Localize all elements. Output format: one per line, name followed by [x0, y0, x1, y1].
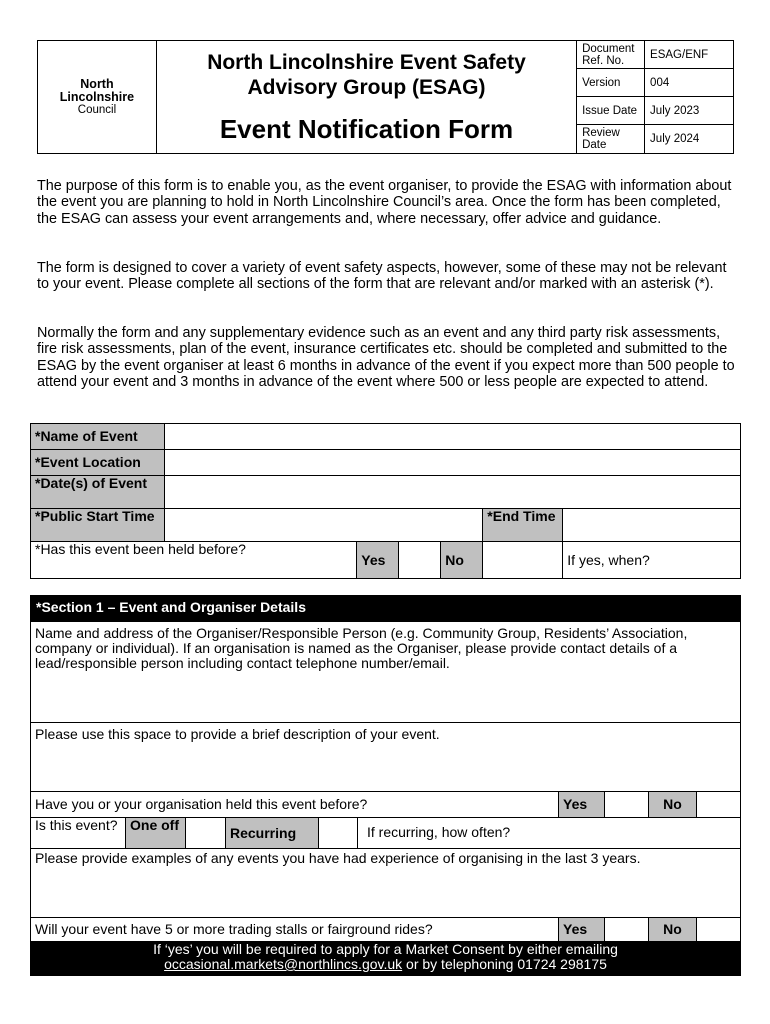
start-time-label: *Public Start Time: [31, 509, 165, 542]
held-before-when-label: If yes, when?: [567, 551, 650, 568]
one-off-box[interactable]: [186, 818, 226, 849]
meta-label: Review Date: [577, 125, 645, 154]
organisation-held-before-label: Have you or your organisation held this event before?: [31, 792, 559, 818]
held-before-when-field[interactable]: [563, 542, 741, 579]
trading-stalls-yes-label: Yes: [559, 918, 605, 942]
trading-stalls-label: Will your event have 5 or more trading stalls or fairground rides?: [31, 918, 559, 942]
event-location-field[interactable]: [165, 450, 741, 476]
meta-label: Version: [577, 69, 645, 97]
experience-field[interactable]: [31, 849, 741, 918]
meta-label: Issue Date: [577, 97, 645, 125]
end-time-field[interactable]: [563, 509, 741, 542]
organiser-details-prompt: Name and address of the Organiser/Responsible Person (e.g. Community Group, Residents’ Association, company or individual). If an organisation is named as the Organiser, please provide contact details of a lead/responsible person including contact telephone number/email.: [35, 625, 688, 671]
event-location-label: *Event Location: [31, 450, 165, 476]
organisation-held-yes-box[interactable]: [605, 792, 649, 818]
event-description-field[interactable]: [31, 723, 741, 792]
market-consent-note: [31, 942, 741, 976]
logo-line1: North: [80, 77, 114, 91]
header-title-line1: North Lincolnshire Event Safety: [207, 51, 526, 74]
market-consent-email-link[interactable]: occasional.markets@northlincs.gov.uk: [164, 956, 403, 972]
event-name-field[interactable]: [165, 424, 741, 450]
recurring-label: Recurring: [226, 818, 319, 849]
one-off-label: One off: [126, 818, 186, 849]
market-consent-note-line2: [35, 957, 736, 972]
event-name-label: *Name of Event: [31, 424, 165, 450]
market-consent-phone: or by telephoning 01724 298175: [402, 956, 607, 972]
recurring-frequency-field[interactable]: [319, 818, 741, 849]
held-before-no-box[interactable]: [483, 542, 563, 579]
trading-stalls-yes-box[interactable]: [605, 918, 649, 942]
organisation-held-no-label: No: [649, 792, 697, 818]
held-before-label: *Has this event been held before?: [31, 542, 357, 579]
organiser-details-field[interactable]: [31, 622, 741, 723]
intro-paragraph-3: Normally the form and any supplementary evidence such as an event and any third party risk assessments, fire risk assessments, plan of the event, insurance certificates etc. should be completed and submitted to the ESAG by the event organiser at least 6 months in advance of the event if you expect more than 500 people to attend your event and 3 months in advance of the event where 500 or less people are expected to attend.: [37, 325, 735, 391]
organisation-held-no-box[interactable]: [697, 792, 741, 818]
meta-value: July 2023: [645, 97, 734, 125]
meta-label: Document Ref. No.: [577, 41, 645, 69]
header-title-block: [156, 41, 576, 154]
end-time-label: *End Time: [483, 509, 563, 542]
meta-value: ESAG/ENF: [645, 41, 734, 69]
event-dates-field[interactable]: [165, 476, 741, 509]
section-1-title: *Section 1 – Event and Organiser Details: [31, 596, 741, 622]
start-time-field[interactable]: [165, 509, 483, 542]
header-title-line2: Advisory Group (ESAG): [247, 76, 486, 99]
meta-value: 004: [645, 69, 734, 97]
event-type-label: Is this event?: [31, 818, 126, 849]
recurring-box[interactable]: [319, 818, 358, 848]
event-summary-table: [30, 423, 741, 579]
logo-line3: Council: [77, 104, 117, 116]
held-before-yes-label: Yes: [357, 542, 399, 579]
held-before-yes-box[interactable]: [399, 542, 441, 579]
event-dates-label: *Date(s) of Event: [31, 476, 165, 509]
council-logo: [38, 41, 157, 154]
experience-prompt: Please provide examples of any events you have had experience of organising in the last 3 years.: [35, 850, 641, 866]
form-title: Event Notification Form: [219, 114, 514, 144]
organisation-held-yes-label: Yes: [559, 792, 605, 818]
event-description-prompt: Please use this space to provide a brief description of your event.: [35, 726, 440, 742]
trading-stalls-no-label: No: [649, 918, 697, 942]
intro-paragraph-1: The purpose of this form is to enable you, as the event organiser, to provide the ESAG with information about the event you are planning to hold in North Lincolnshire Council’s area. Once the form has been completed, the ESAG can assess your event arrangements and, where necessary, offer advice and guidance.: [37, 178, 732, 227]
recurring-frequency-label: If recurring, how often?: [367, 824, 511, 840]
intro-paragraph-2: The form is designed to cover a variety of event safety aspects, however, some of these may not be relevant to your event. Please complete all sections of the form that are relevant and/or marked with an asterisk (*).: [37, 260, 727, 293]
held-before-no-label: No: [441, 542, 483, 579]
market-consent-note-line1: If ‘yes’ you will be required to apply for a Market Consent by either emailing: [153, 941, 618, 957]
logo-line2: Lincolnshire: [59, 90, 135, 104]
document-header: [37, 40, 734, 154]
trading-stalls-no-box[interactable]: [697, 918, 741, 942]
section-1-table: [30, 595, 741, 976]
meta-value: July 2024: [645, 125, 734, 154]
